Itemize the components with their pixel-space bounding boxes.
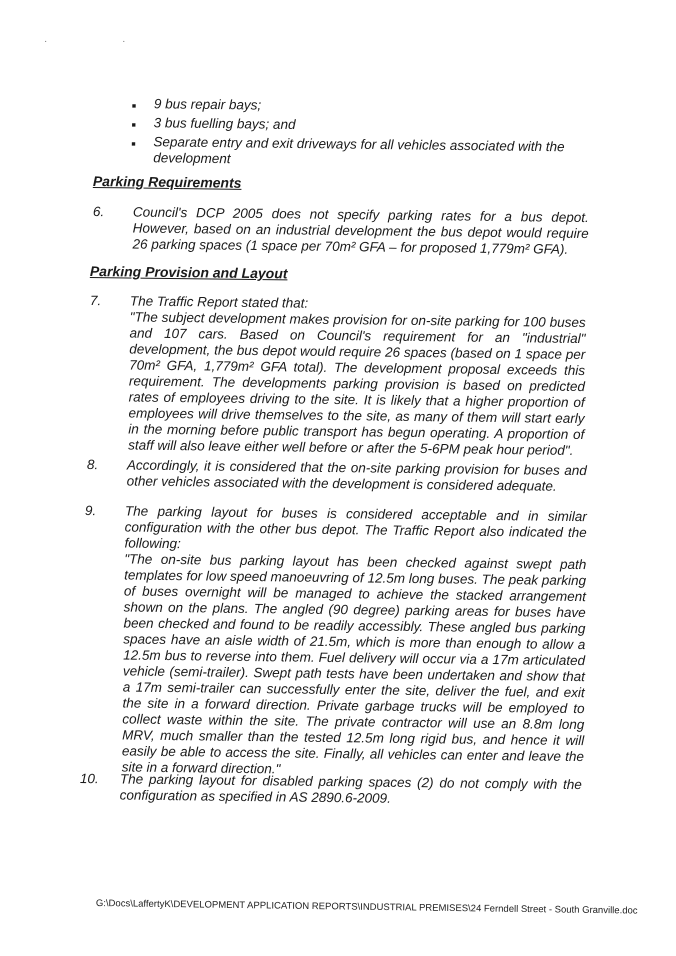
paragraph-number: 8. xyxy=(86,457,99,473)
heading-parking-provision: Parking Provision and Layout xyxy=(89,263,288,282)
paragraph-number: 10. xyxy=(79,771,99,787)
paragraph-text: The parking layout for disabled parking spaces (2) do not comply with the configuration as specified in AS 2890.6-2009. xyxy=(119,771,582,806)
paragraph-6 xyxy=(92,204,593,258)
paragraph-body xyxy=(128,293,586,459)
paragraph-9 xyxy=(82,503,593,781)
heading-parking-requirements: Parking Requirements xyxy=(92,173,242,191)
paragraph-body xyxy=(122,503,587,781)
paragraph-intro: The Traffic Report stated that: xyxy=(129,293,309,311)
paragraph-number: 6. xyxy=(92,204,105,220)
paragraph-7 xyxy=(88,293,590,459)
bullet-list xyxy=(131,96,602,172)
paragraph-number: 7. xyxy=(89,293,102,309)
paragraph-text: Council's DCP 2005 does not specify parking rates for a bus depot. However, based on an industrial development the bus depot would require 26 parking spaces (1 space per 70m² GFA – for proposed 1,779m² GFA). xyxy=(132,204,589,257)
list-item xyxy=(131,134,601,172)
bullet-text: Separate entry and exit driveways for all vehicles associated with the development xyxy=(153,134,565,167)
paragraph-10 xyxy=(80,771,592,809)
bullet-text: 3 bus fuelling bays; and xyxy=(153,115,296,132)
paragraph-intro: The parking layout for buses is considered acceptable and in similar configuration with the other bus depot. The Traffic Report also indicated the following: xyxy=(124,503,587,552)
paragraph-text: Accordingly, it is considered that the on-site parking provision for buses and other vehicles associated with the development is considered adequate. xyxy=(126,457,587,494)
scan-dots: · · xyxy=(44,36,162,47)
bullet-icon: ■ xyxy=(131,121,136,130)
paragraph-quote: "The subject development makes provision for on-site parking for 100 buses and 107 cars. Based on Council's requirement for an "industrial" development, the bus depot would require 26 spaces (based on 1 space per 70m² GFA, 1,779m² GFA total). The development proposal exceeds this requirement. The developments parking provision is based on predicted rates of employees driving to the site. It is likely that a higher proportion of employees will drive themselves to the site, as many of them will start early in the morning before public transport has begun operating. A proportion of staff will also leave either well before or after the 5-6PM peak hour period". xyxy=(128,309,586,458)
paragraph-number: 9. xyxy=(84,503,97,519)
bullet-text: 9 bus repair bays; xyxy=(153,96,262,113)
paragraph-8 xyxy=(87,457,592,495)
footer-file-path: G:\Docs\LaffertyK\DEVELOPMENT APPLICATION REPORTS\INDUSTRIAL PREMISES\24 Ferndell Street - South Granville.doc xyxy=(95,898,638,917)
bullet-icon: ■ xyxy=(131,102,137,111)
bullet-icon: ■ xyxy=(131,140,136,149)
paragraph-quote: "The on-site bus parking layout has been checked against swept path templates for low speed manoeuvring of 12.5m long buses. The peak parking of buses overnight will be managed to achieve the stacked arrangement shown on the plans. The angled (90 degree) parking areas for buses have been checked and found to be readily accessibly. These angled bus parking spaces have an aisle width of 21.5m, which is more than enough to allow a 12.5m bus to reverse into them. Fuel delivery will occur via a 17m articulated vehicle (semi-trailer). Swept path tests have been undertaken and show that a 17m semi-trailer can successfully enter the site, deliver the fuel, and exit the site in a forward direction. Private garbage trucks will be employed to collect waste within the site. The private contractor will use an 8.8m long MRV, much smaller than the tested 12.5m long rigid bus, and hence it will easily be able to access the site. Finally, all vehicles can enter and leave the site in a forward direction." xyxy=(121,551,587,777)
